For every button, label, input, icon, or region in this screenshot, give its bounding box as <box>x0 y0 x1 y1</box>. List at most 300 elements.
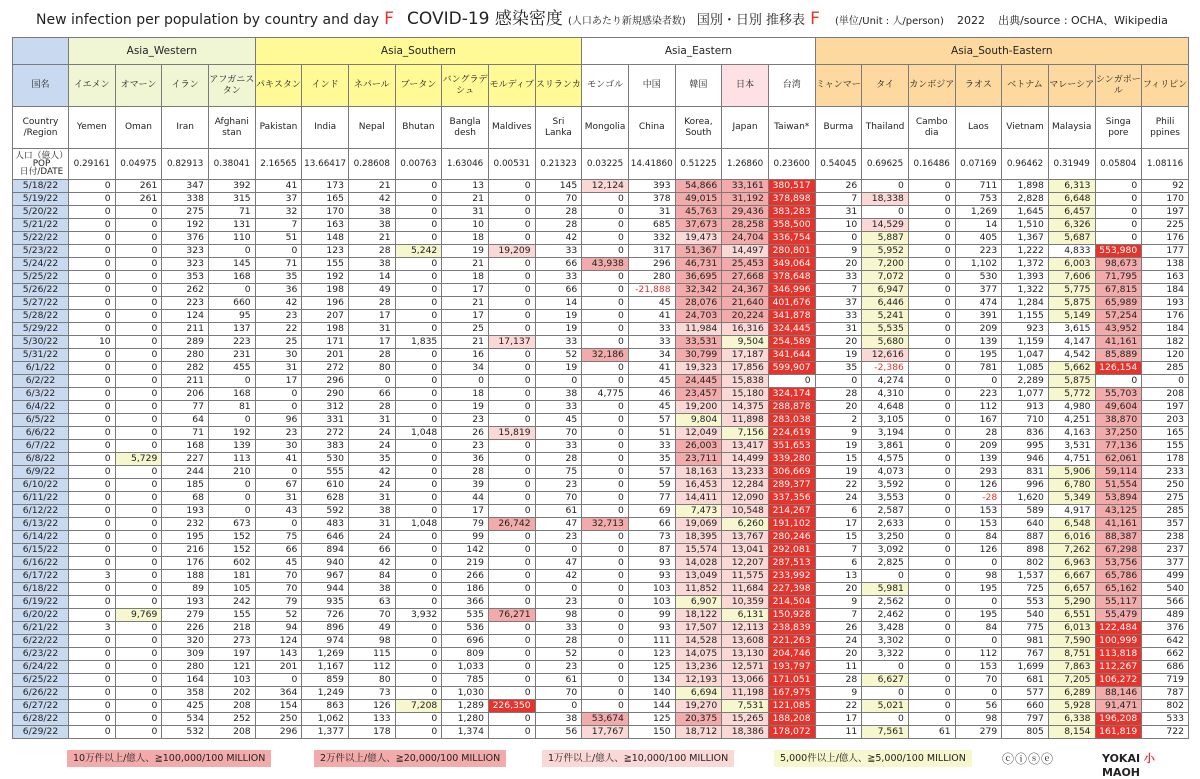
value-cell: 0 <box>488 726 535 739</box>
value-cell: 12,616 <box>862 349 909 362</box>
value-cell: 6,016 <box>1048 531 1095 544</box>
value-cell: 0 <box>69 245 116 258</box>
date-cell: 6/9/22 <box>13 466 69 479</box>
value-cell: 0 <box>115 479 162 492</box>
value-cell: 33 <box>628 440 675 453</box>
value-cell: 358 <box>162 687 209 700</box>
value-cell: 23 <box>535 531 582 544</box>
value-cell: 1,102 <box>955 258 1002 271</box>
value-cell: 28 <box>535 453 582 466</box>
value-cell: 15,574 <box>675 544 722 557</box>
value-cell: 0 <box>862 713 909 726</box>
value-cell: 4,575 <box>862 453 909 466</box>
value-cell: 383,283 <box>768 206 815 219</box>
value-cell: 4,775 <box>582 388 629 401</box>
value-cell: 70 <box>255 583 302 596</box>
value-cell: 31 <box>815 206 862 219</box>
value-cell: 797 <box>1002 713 1049 726</box>
table-row <box>13 427 1189 440</box>
value-cell: 0 <box>582 440 629 453</box>
value-cell: 0 <box>815 375 862 388</box>
value-cell: 0 <box>69 687 116 700</box>
value-cell: 196,208 <box>1095 713 1142 726</box>
country-ja-cell: イラン <box>162 65 209 107</box>
value-cell: 0 <box>395 583 442 596</box>
value-cell: 24 <box>348 440 395 453</box>
date-cell: 6/10/22 <box>13 479 69 492</box>
value-cell: 28 <box>815 674 862 687</box>
value-cell: 696 <box>442 635 489 648</box>
value-cell: 21 <box>442 258 489 271</box>
region-header-cell: Asia_South-Eastern <box>815 38 1188 65</box>
value-cell: 499 <box>1142 570 1189 583</box>
value-cell: 81 <box>208 401 255 414</box>
date-cell: 5/29/22 <box>13 323 69 336</box>
value-cell: 0 <box>115 661 162 674</box>
value-cell: 0 <box>908 492 955 505</box>
value-cell: 0 <box>582 544 629 557</box>
value-cell: 0 <box>69 401 116 414</box>
value-cell: 0 <box>115 349 162 362</box>
value-cell: 204,746 <box>768 648 815 661</box>
value-cell: 9 <box>815 596 862 609</box>
population-cell: 0.82913 <box>162 149 209 180</box>
value-cell: 0 <box>395 388 442 401</box>
value-cell: 4,917 <box>1048 505 1095 518</box>
value-cell: 28 <box>348 245 395 258</box>
date-cell: 6/25/22 <box>13 674 69 687</box>
value-cell: 0 <box>488 232 535 245</box>
value-cell: 0 <box>115 258 162 271</box>
table-row <box>13 440 1189 453</box>
value-cell: 555 <box>302 466 349 479</box>
value-cell: 100,999 <box>1095 635 1142 648</box>
value-cell: 3,553 <box>862 492 909 505</box>
region-header-row <box>13 38 1189 65</box>
title-main: COVID-19 感染密度 <box>407 9 563 29</box>
value-cell: 0 <box>395 232 442 245</box>
value-cell: 0 <box>908 245 955 258</box>
country-ja-cell: モルディブ <box>488 65 535 107</box>
value-cell: 152 <box>208 531 255 544</box>
title-f-mark-2: F <box>810 9 820 29</box>
value-cell: 0 <box>395 674 442 687</box>
value-cell: 38 <box>535 713 582 726</box>
value-cell: 0 <box>115 388 162 401</box>
value-cell: 18,122 <box>675 609 722 622</box>
value-cell: 0 <box>582 453 629 466</box>
date-cell: 6/22/22 <box>13 635 69 648</box>
value-cell: 0 <box>582 492 629 505</box>
value-cell: 646 <box>302 531 349 544</box>
value-cell: 238,839 <box>768 622 815 635</box>
value-cell: 134 <box>628 674 675 687</box>
value-cell: 802 <box>1002 557 1049 570</box>
value-cell: 0 <box>908 596 955 609</box>
value-cell: 0 <box>535 375 582 388</box>
value-cell: 182 <box>1142 336 1189 349</box>
population-cell: 1.08116 <box>1142 149 1189 180</box>
table-row <box>13 557 1189 570</box>
table-row <box>13 401 1189 414</box>
table-row <box>13 505 1189 518</box>
value-cell: 209 <box>955 440 1002 453</box>
value-cell: 33 <box>535 245 582 258</box>
value-cell: 56 <box>955 700 1002 713</box>
value-cell: 211 <box>162 375 209 388</box>
value-cell: 312 <box>302 401 349 414</box>
value-cell: 9 <box>815 427 862 440</box>
value-cell: 43,938 <box>582 258 629 271</box>
value-cell: 64 <box>162 414 209 427</box>
country-en-cell: Laos <box>955 107 1002 149</box>
table-row <box>13 700 1189 713</box>
value-cell: 1,377 <box>302 726 349 739</box>
table-row <box>13 232 1189 245</box>
value-cell: 61 <box>535 674 582 687</box>
region-header-cell: Asia_Eastern <box>582 38 815 65</box>
country-en-cell: Iran <box>162 107 209 149</box>
value-cell: 35 <box>255 271 302 284</box>
value-cell: 0 <box>395 687 442 700</box>
value-cell: 19 <box>815 466 862 479</box>
value-cell: 71 <box>255 258 302 271</box>
country-ja-cell: インド <box>302 65 349 107</box>
value-cell: 23,711 <box>675 453 722 466</box>
value-cell: 173 <box>302 180 349 193</box>
value-cell: 19,473 <box>675 232 722 245</box>
value-cell: 0 <box>69 362 116 375</box>
value-cell: 7,590 <box>1048 635 1095 648</box>
value-cell: 0 <box>395 349 442 362</box>
value-cell: 13,049 <box>675 570 722 583</box>
population-cell: 0.03225 <box>582 149 629 180</box>
value-cell: 33 <box>535 622 582 635</box>
value-cell: 12,113 <box>722 622 769 635</box>
title-mid: 国別・日別 推移表 <box>696 13 806 28</box>
value-cell: 753 <box>955 193 1002 206</box>
value-cell: 0 <box>115 232 162 245</box>
value-cell: 17,507 <box>675 622 722 635</box>
value-cell: 66 <box>628 518 675 531</box>
value-cell: 250 <box>1142 479 1189 492</box>
value-cell: 0 <box>115 583 162 596</box>
value-cell: 1,167 <box>302 661 349 674</box>
value-cell: 17 <box>442 284 489 297</box>
value-cell: 223 <box>208 336 255 349</box>
value-cell: 0 <box>395 375 442 388</box>
table-row <box>13 453 1189 466</box>
value-cell: 70 <box>535 193 582 206</box>
value-cell: 0 <box>395 544 442 557</box>
date-cell: 6/17/22 <box>13 570 69 583</box>
value-cell: 7,561 <box>862 726 909 739</box>
value-cell: 233,992 <box>768 570 815 583</box>
value-cell: 197 <box>1142 206 1189 219</box>
date-cell: 6/20/22 <box>13 609 69 622</box>
value-cell: 0 <box>908 206 955 219</box>
value-cell: 553,980 <box>1095 245 1142 258</box>
value-cell: 21 <box>442 297 489 310</box>
value-cell: 0 <box>115 648 162 661</box>
date-cell: 6/27/22 <box>13 700 69 713</box>
value-cell: 24 <box>348 427 395 440</box>
country-ja-cell: モンゴル <box>582 65 629 107</box>
value-cell: 785 <box>442 674 489 687</box>
value-cell: 0 <box>862 206 909 219</box>
value-cell: 252 <box>208 713 255 726</box>
value-cell: 2,825 <box>862 557 909 570</box>
date-cell: 5/23/22 <box>13 245 69 258</box>
value-cell: 6,627 <box>862 674 909 687</box>
value-cell: 0 <box>815 232 862 245</box>
value-cell: 38 <box>348 258 395 271</box>
value-cell: 0 <box>582 622 629 635</box>
value-cell: 0 <box>115 713 162 726</box>
value-cell: 23 <box>442 440 489 453</box>
value-cell: 214,504 <box>768 596 815 609</box>
value-cell: 22 <box>255 323 302 336</box>
value-cell: 51,367 <box>675 245 722 258</box>
table-row <box>13 635 1189 648</box>
value-cell: 23 <box>255 427 302 440</box>
value-cell: 995 <box>1002 440 1049 453</box>
value-cell: 16,316 <box>722 323 769 336</box>
date-cell: 6/14/22 <box>13 531 69 544</box>
value-cell: 28 <box>535 219 582 232</box>
value-cell: 14,028 <box>675 557 722 570</box>
value-cell: 26 <box>815 622 862 635</box>
value-cell: 280,246 <box>768 531 815 544</box>
value-cell: 1,062 <box>302 713 349 726</box>
date-cell: 6/19/22 <box>13 596 69 609</box>
value-cell: 0 <box>955 596 1002 609</box>
date-cell: 5/24/22 <box>13 258 69 271</box>
value-cell: 61 <box>535 505 582 518</box>
value-cell: 530 <box>302 453 349 466</box>
value-cell: 1,280 <box>442 713 489 726</box>
value-cell: 216 <box>162 544 209 557</box>
value-cell: 323 <box>162 258 209 271</box>
country-ja-cell: シンガポール <box>1095 65 1142 107</box>
date-cell: 6/24/22 <box>13 661 69 674</box>
value-cell: 17 <box>815 713 862 726</box>
value-cell: 13 <box>815 570 862 583</box>
value-cell: 164 <box>162 674 209 687</box>
country-en-cell: Mongolia <box>582 107 629 149</box>
value-cell: 0 <box>395 622 442 635</box>
value-cell: 16 <box>442 349 489 362</box>
population-cell: 0.28608 <box>348 149 395 180</box>
value-cell: 0 <box>69 258 116 271</box>
value-cell: 0 <box>69 414 116 427</box>
country-en-cell: Vietnam <box>1002 107 1049 149</box>
value-cell: 0 <box>908 362 955 375</box>
value-cell: 11,852 <box>675 583 722 596</box>
value-cell: 0 <box>582 362 629 375</box>
value-cell: 18,395 <box>675 531 722 544</box>
value-cell: 0 <box>582 336 629 349</box>
value-cell: 10 <box>442 219 489 232</box>
value-cell: 262 <box>162 284 209 297</box>
value-cell: 17 <box>815 518 862 531</box>
value-cell: 341,644 <box>768 349 815 362</box>
value-cell: 32,713 <box>582 518 629 531</box>
value-cell: 139 <box>955 336 1002 349</box>
value-cell: 0 <box>488 375 535 388</box>
value-cell: 89 <box>162 583 209 596</box>
value-cell: 18,712 <box>675 726 722 739</box>
value-cell: 0 <box>862 180 909 193</box>
value-cell: 110 <box>208 232 255 245</box>
value-cell: 165 <box>302 193 349 206</box>
value-cell: 66 <box>535 258 582 271</box>
value-cell: 455 <box>208 362 255 375</box>
population-cell: 0.51225 <box>675 149 722 180</box>
value-cell: 36 <box>442 453 489 466</box>
date-cell: 6/3/22 <box>13 388 69 401</box>
value-cell: 0 <box>582 557 629 570</box>
value-cell: 602 <box>208 557 255 570</box>
value-cell: 0 <box>488 323 535 336</box>
value-cell: 66 <box>348 544 395 557</box>
value-cell: 33 <box>535 440 582 453</box>
value-cell: 33,161 <box>722 180 769 193</box>
value-cell: 0 <box>395 323 442 336</box>
value-cell: 176 <box>1142 232 1189 245</box>
value-cell: 0 <box>69 206 116 219</box>
value-cell: 176 <box>1142 310 1189 323</box>
value-cell: 15,838 <box>722 375 769 388</box>
value-cell: 309 <box>162 648 209 661</box>
country-ja-cell: パキスタン <box>255 65 302 107</box>
value-cell: 2,828 <box>1002 193 1049 206</box>
value-cell: 238 <box>1142 531 1189 544</box>
value-cell: 20 <box>815 583 862 596</box>
value-cell: 113,818 <box>1095 648 1142 661</box>
value-cell: 378 <box>628 193 675 206</box>
value-cell: 123 <box>302 245 349 258</box>
value-cell: 0 <box>582 609 629 622</box>
value-cell: 56 <box>535 726 582 739</box>
value-cell: 535 <box>442 609 489 622</box>
value-cell: 323 <box>162 245 209 258</box>
value-cell: 30 <box>255 349 302 362</box>
value-cell: 31 <box>815 323 862 336</box>
date-cell: 5/26/22 <box>13 284 69 297</box>
value-cell: 0 <box>348 375 395 388</box>
value-cell: 0 <box>908 661 955 674</box>
value-cell: 70 <box>255 570 302 583</box>
value-cell: 8,751 <box>1048 648 1095 661</box>
value-cell: 376 <box>1142 622 1189 635</box>
table-row <box>13 518 1189 531</box>
value-cell: 0 <box>115 323 162 336</box>
value-cell: 831 <box>1002 466 1049 479</box>
country-ja-row <box>13 65 1189 107</box>
value-cell: 20 <box>815 336 862 349</box>
value-cell: 5,290 <box>1048 596 1095 609</box>
value-cell: 186 <box>442 583 489 596</box>
value-cell: 47 <box>535 518 582 531</box>
value-cell: 9 <box>815 687 862 700</box>
value-cell: 34 <box>442 362 489 375</box>
value-cell: 14,528 <box>675 635 722 648</box>
table-row <box>13 596 1189 609</box>
value-cell: 51 <box>628 427 675 440</box>
value-cell: 0 <box>908 570 955 583</box>
value-cell: 49,015 <box>675 193 722 206</box>
value-cell: 23 <box>535 596 582 609</box>
value-cell: 0 <box>488 713 535 726</box>
value-cell: 0 <box>768 375 815 388</box>
value-cell: 7,208 <box>395 700 442 713</box>
value-cell: 9,504 <box>722 336 769 349</box>
value-cell: 112,267 <box>1095 661 1142 674</box>
country-en-cell: Cambo dia <box>908 107 955 149</box>
value-cell: 0 <box>955 687 1002 700</box>
date-cell: 5/20/22 <box>13 206 69 219</box>
value-cell: 0 <box>862 661 909 674</box>
table-row <box>13 414 1189 427</box>
value-cell: 19,270 <box>675 700 722 713</box>
value-cell: 121,085 <box>768 700 815 713</box>
country-ja-cell: 台湾 <box>768 65 815 107</box>
value-cell: 0 <box>69 557 116 570</box>
country-ja-cell: カンボジア <box>908 65 955 107</box>
value-cell: 85,889 <box>1095 349 1142 362</box>
value-cell: 0 <box>908 609 955 622</box>
value-cell: 126 <box>955 479 1002 492</box>
value-cell: 0 <box>395 284 442 297</box>
value-cell: 0 <box>395 479 442 492</box>
value-cell: 0 <box>115 687 162 700</box>
value-cell: 153 <box>955 505 1002 518</box>
value-cell: 52 <box>535 648 582 661</box>
value-cell: 30,799 <box>675 349 722 362</box>
value-cell: 67,298 <box>1095 544 1142 557</box>
value-cell: 31 <box>348 492 395 505</box>
value-cell: 662 <box>1142 648 1189 661</box>
value-cell: 0 <box>488 349 535 362</box>
value-cell: 0 <box>69 193 116 206</box>
value-cell: 19,200 <box>675 401 722 414</box>
value-cell: 1,159 <box>1002 336 1049 349</box>
value-cell: 10 <box>69 336 116 349</box>
value-cell: 38 <box>535 388 582 401</box>
date-cell: 5/25/22 <box>13 271 69 284</box>
value-cell: 41 <box>628 362 675 375</box>
value-cell: 28 <box>348 297 395 310</box>
value-cell: 70 <box>535 687 582 700</box>
value-cell: 70 <box>535 492 582 505</box>
country-ja-cell: バングラデシュ <box>442 65 489 107</box>
value-cell: 38,870 <box>1095 414 1142 427</box>
value-cell: 0 <box>488 622 535 635</box>
value-cell: 0 <box>582 271 629 284</box>
value-cell: 126 <box>348 700 395 713</box>
value-cell: 6,667 <box>1048 570 1095 583</box>
value-cell: 98,673 <box>1095 258 1142 271</box>
value-cell: 0 <box>69 271 116 284</box>
value-cell: 0 <box>908 700 955 713</box>
value-cell: 99 <box>442 531 489 544</box>
value-cell: 5,687 <box>1048 232 1095 245</box>
value-cell: 77 <box>628 492 675 505</box>
value-cell: -28 <box>955 492 1002 505</box>
value-cell: 53,674 <box>582 713 629 726</box>
value-cell: 84 <box>955 531 1002 544</box>
